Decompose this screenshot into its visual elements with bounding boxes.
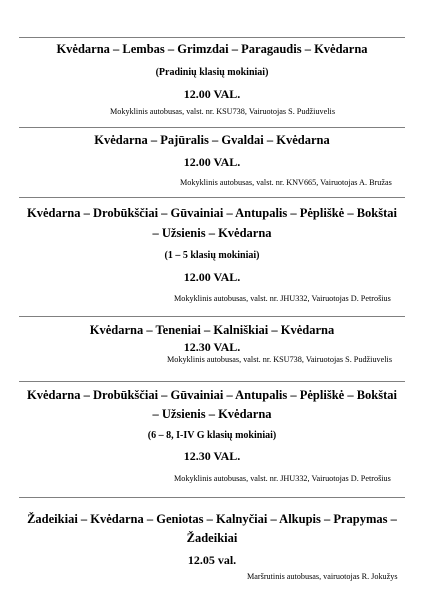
route-1-note: (Pradinių klasių mokiniai) xyxy=(155,67,269,78)
route-6-time: 12.05 val. xyxy=(187,553,237,567)
route-4-title: Kvėdarna – Teneniai – Kalniškiai – Kvėdarna xyxy=(89,323,335,337)
route-3-time: 12.00 VAL. xyxy=(183,270,241,284)
separator-line xyxy=(19,316,405,317)
route-2-title: Kvėdarna – Pajūralis – Gvaldai – Kvėdarna xyxy=(94,133,330,147)
route-1-bus-info: Mokyklinis autobusas, valst. nr. KSU738, Vairuotojas S. Pudžiuvelis xyxy=(110,107,336,116)
route-2-time: 12.00 VAL. xyxy=(183,155,241,169)
route-6-title-line-1: Žadeikiai – Kvėdarna – Geniotas – Kalnyčiai – Alkupis – Prapymas – xyxy=(27,512,397,526)
separator-line xyxy=(19,197,405,198)
route-6-bus-info: Maršrutinis autobusas, vairuotojas R. Jokužys xyxy=(247,572,398,581)
route-4-time: 12.30 VAL. xyxy=(183,340,241,354)
separator-line xyxy=(19,37,405,38)
separator-line xyxy=(19,497,405,498)
separator-line xyxy=(19,381,405,382)
route-1-time: 12.00 VAL. xyxy=(183,87,241,101)
route-5-bus-info: Mokyklinis autobusas, valst. nr. JHU332, Vairuotojas D. Petrošius xyxy=(174,474,391,483)
route-5-note: (6 – 8, I-IV G klasių mokiniai) xyxy=(147,430,277,441)
route-3-title-line-2: – Užsienis – Kvėdarna xyxy=(152,226,272,240)
route-2-bus-info: Mokyklinis autobusas, valst. nr. KNV665, Vairuotojas A. Bružas xyxy=(180,178,392,187)
route-6-title-line-2: Žadeikiai xyxy=(186,531,238,545)
route-5-time: 12.30 VAL. xyxy=(183,449,241,463)
route-5-title-line-1: Kvėdarna – Drobūkščiai – Gūvainiai – Antupalis – Pėpliškė – Bokštai xyxy=(27,388,397,402)
route-1-title: Kvėdarna – Lembas – Grimzdai – Paragaudis – Kvėdarna xyxy=(56,42,368,56)
separator-line xyxy=(19,127,405,128)
route-5-title-line-2: – Užsienis – Kvėdarna xyxy=(152,407,272,421)
route-3-note: (1 – 5 klasių mokiniai) xyxy=(164,250,260,261)
route-3-bus-info: Mokyklinis autobusas, valst. nr. JHU332, Vairuotojas D. Petrošius xyxy=(174,294,391,303)
route-4-bus-info: Mokyklinis autobusas, valst. nr. KSU738, Vairuotojas S. Pudžiuvelis xyxy=(167,355,393,364)
route-3-title-line-1: Kvėdarna – Drobūkščiai – Gūvainiai – Antupalis – Pėpliškė – Bokštai xyxy=(27,206,397,220)
